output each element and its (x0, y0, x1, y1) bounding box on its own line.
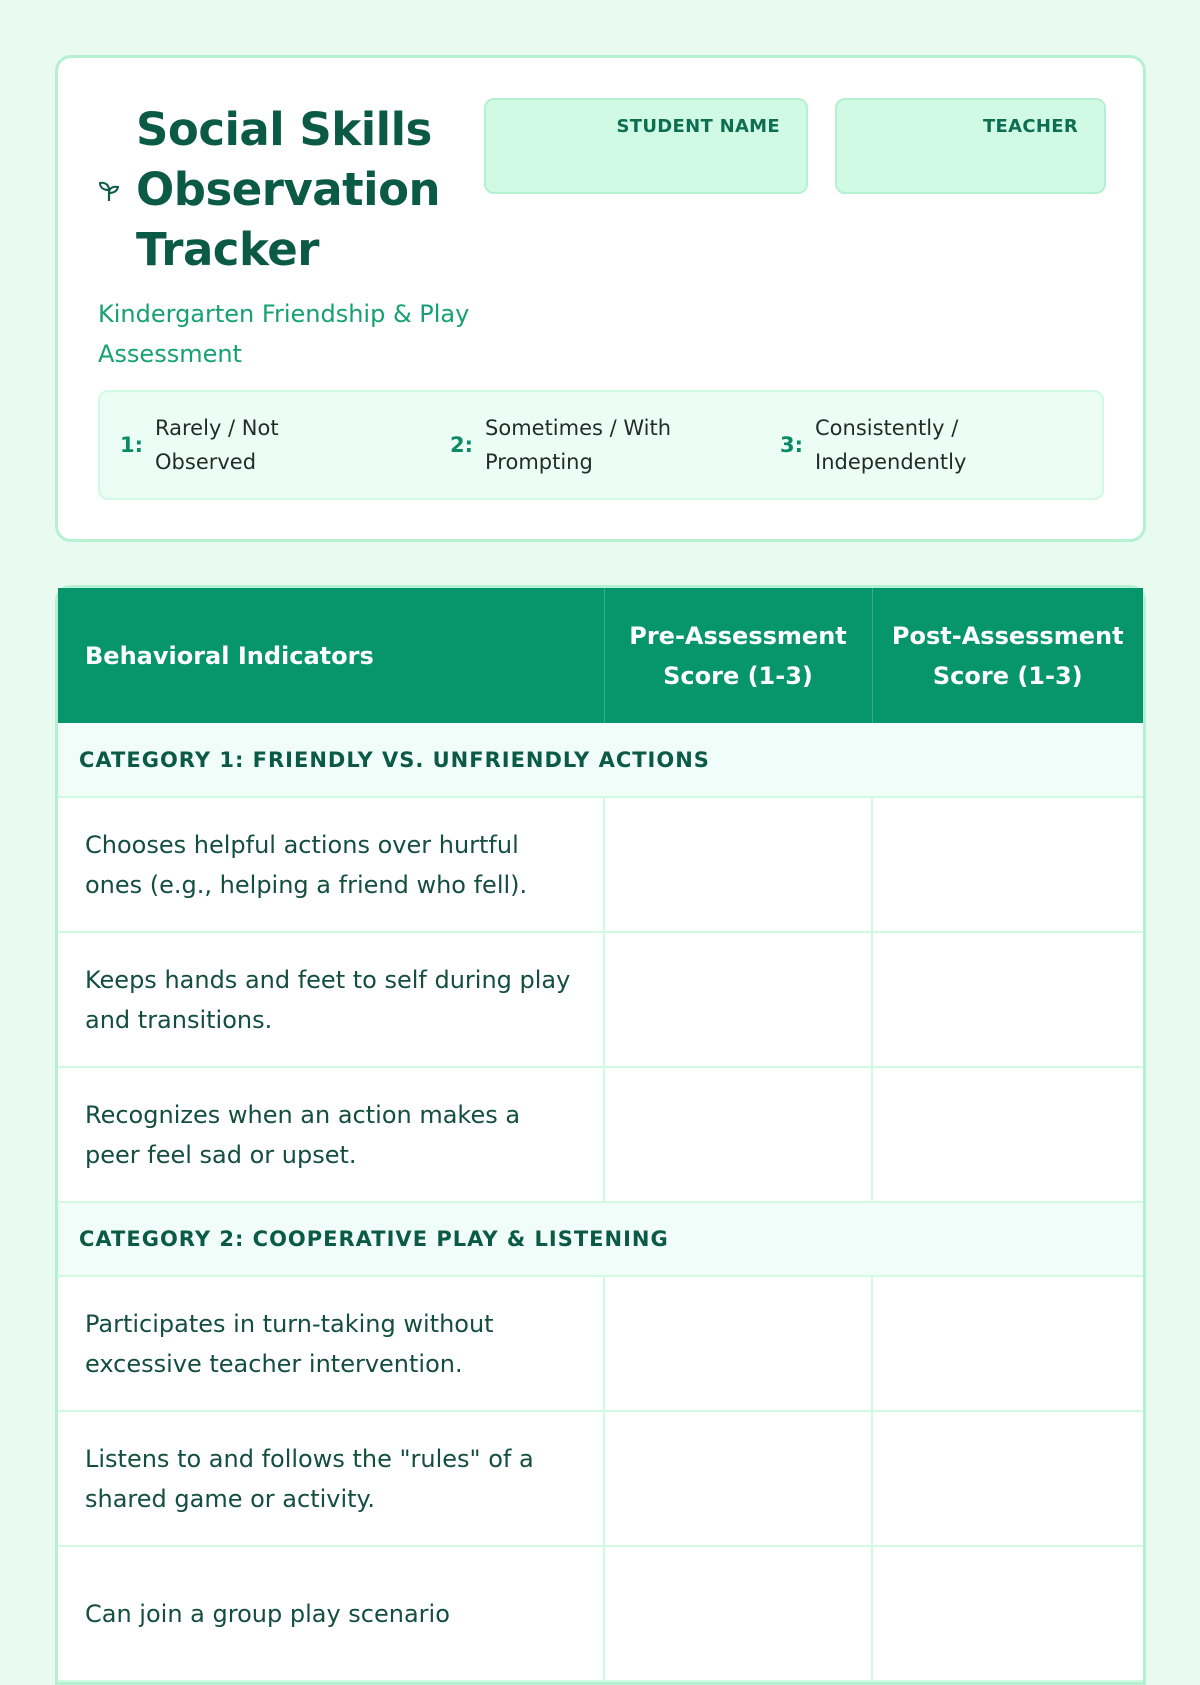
scale-number: 1: (120, 433, 144, 457)
post-score-cell[interactable] (872, 932, 1143, 1067)
sprout-icon (98, 178, 136, 202)
post-score-cell[interactable] (872, 797, 1143, 932)
category-row (58, 1202, 1143, 1276)
pre-score-cell[interactable] (604, 1276, 872, 1411)
pre-score-cell[interactable] (604, 1411, 872, 1546)
header-card (55, 55, 1146, 542)
student-name-field[interactable] (484, 98, 808, 194)
table-row (58, 1276, 1143, 1411)
title-block (98, 100, 488, 374)
scale-item-1 (120, 392, 420, 498)
page-title: Social Skills Observation Tracker (136, 103, 441, 276)
table-header-row (58, 588, 1143, 723)
indicator-text: Can join a group play scenario (58, 1546, 604, 1681)
indicator-text: Recognizes when an action makes a peer feel sad or upset. (58, 1067, 604, 1202)
teacher-label: TEACHER (982, 116, 1078, 137)
table-row (58, 1546, 1143, 1681)
table-row (58, 1067, 1143, 1202)
post-score-cell[interactable] (872, 1067, 1143, 1202)
scale-number: 3: (780, 433, 804, 457)
header-behavioral-indicators: Behavioral Indicators (58, 588, 604, 723)
teacher-field[interactable] (835, 98, 1106, 194)
header-pre-assessment: Pre-Assessment Score (1-3) (604, 588, 872, 723)
rating-scale-key (98, 390, 1104, 500)
scale-description: Sometimes / With Prompting (485, 416, 672, 474)
post-score-cell[interactable] (872, 1546, 1143, 1681)
indicator-text: Keeps hands and feet to self during play and transitions. (58, 932, 604, 1067)
pre-score-cell[interactable] (604, 1546, 872, 1681)
table-row (58, 797, 1143, 932)
scale-number: 2: (450, 433, 474, 457)
indicator-text: Chooses helpful actions over hurtful ones (e.g., helping a friend who fell). (58, 797, 604, 932)
category-title: CATEGORY 2: COOPERATIVE PLAY & LISTENING (58, 1202, 1143, 1276)
pre-score-cell[interactable] (604, 1067, 872, 1202)
table-row (58, 1411, 1143, 1546)
student-name-label: STUDENT NAME (616, 116, 780, 137)
category-row (58, 723, 1143, 797)
post-score-cell[interactable] (872, 1276, 1143, 1411)
observation-table (58, 588, 1143, 1682)
scale-item-2 (450, 392, 750, 498)
observation-table-card (55, 585, 1146, 1685)
pre-score-cell[interactable] (604, 797, 872, 932)
indicator-text: Listens to and follows the "rules" of a shared game or activity. (58, 1411, 604, 1546)
category-title: CATEGORY 1: FRIENDLY VS. UNFRIENDLY ACTIONS (58, 723, 1143, 797)
table-row (58, 932, 1143, 1067)
post-score-cell[interactable] (872, 1411, 1143, 1546)
page-subtitle: Kindergarten Friendship & Play Assessment (98, 300, 470, 368)
title-row (98, 100, 488, 280)
indicator-text: Participates in turn-taking without excessive teacher intervention. (58, 1276, 604, 1411)
scale-item-3 (780, 392, 1080, 498)
scale-description: Rarely / Not Observed (155, 416, 279, 474)
header-post-assessment: Post-Assessment Score (1-3) (872, 588, 1143, 723)
pre-score-cell[interactable] (604, 932, 872, 1067)
scale-description: Consistently / Independently (815, 416, 967, 474)
